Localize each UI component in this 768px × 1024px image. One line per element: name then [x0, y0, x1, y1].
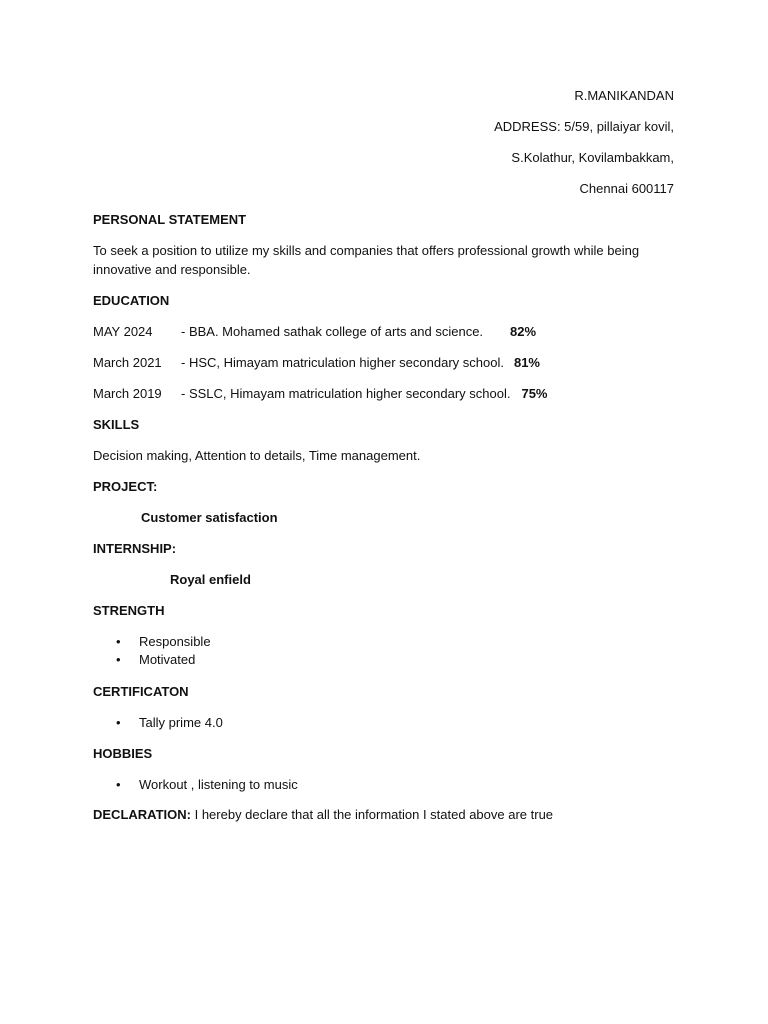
internship-heading: INTERNSHIP:: [93, 541, 177, 556]
education-row: [93, 384, 548, 403]
education-date: March 2019: [93, 386, 162, 401]
list-item: [116, 713, 223, 732]
list-item-label: Motivated: [139, 652, 196, 667]
internship-name: Royal enfield: [170, 572, 251, 587]
personal-statement-heading: PERSONAL STATEMENT: [93, 212, 247, 227]
candidate-name: R.MANIKANDAN: [574, 88, 674, 103]
education-date: MAY 2024: [93, 324, 153, 339]
education-row: [93, 353, 540, 372]
declaration: [93, 805, 553, 824]
address-line-1: ADDRESS: 5/59, pillaiyar kovil,: [494, 119, 674, 134]
address-line-2: S.Kolathur, Kovilambakkam,: [511, 150, 674, 165]
declaration-label: DECLARATION:: [93, 807, 191, 822]
certification-heading: CERTIFICATON: [93, 684, 189, 699]
bullet-icon: •: [116, 652, 121, 667]
strength-heading: STRENGTH: [93, 603, 165, 618]
skills-heading: SKILLS: [93, 417, 140, 432]
education-score: 81%: [513, 355, 540, 370]
education-detail: - SSLC, Himayam matriculation higher secondary school.: [181, 386, 511, 401]
education-detail: - BBA. Mohamed sathak college of arts and science.: [181, 324, 484, 339]
education-heading: EDUCATION: [93, 293, 170, 308]
bullet-icon: •: [116, 715, 121, 730]
education-row: [93, 322, 536, 341]
project-name: Customer satisfaction: [141, 510, 278, 525]
bullet-icon: •: [116, 777, 121, 792]
list-item-label: Workout , listening to music: [139, 777, 298, 792]
personal-statement-text: To seek a position to utilize my skills and companies that offers professional growth while being innovative and responsible.: [93, 243, 640, 277]
hobbies-heading: HOBBIES: [93, 746, 153, 761]
education-detail: - HSC, Himayam matriculation higher secondary school.: [181, 355, 504, 370]
list-item-label: Responsible: [139, 634, 211, 649]
list-item: [116, 632, 211, 651]
education-date: March 2021: [93, 355, 162, 370]
list-item-label: Tally prime 4.0: [139, 715, 223, 730]
project-heading: PROJECT:: [93, 479, 158, 494]
declaration-text: I hereby declare that all the information I stated above are true: [190, 807, 554, 822]
list-item: [116, 775, 298, 794]
skills-text: Decision making, Attention to details, Time management.: [93, 448, 421, 463]
education-score: 75%: [521, 386, 548, 401]
address-line-3: Chennai 600117: [579, 181, 674, 196]
bullet-icon: •: [116, 634, 121, 649]
education-score: 82%: [510, 324, 537, 339]
list-item: [116, 650, 195, 669]
